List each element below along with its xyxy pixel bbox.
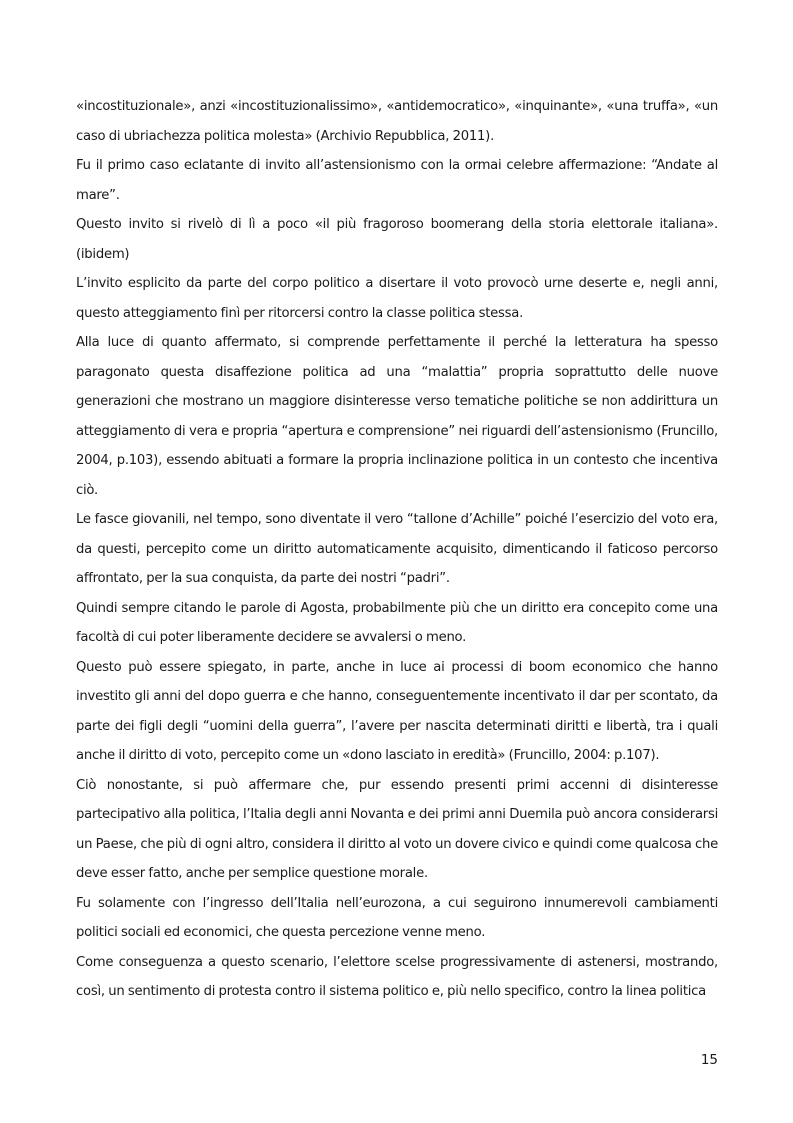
page-number: 15 — [700, 1052, 718, 1068]
paragraph-6: Le fasce giovanili, nel tempo, sono diventate il vero “tallone d’Achille” poiché l’esercizio del voto era, da questi, percepito come un diritto automaticamente acquisito, dimenticando il faticoso percorso affrontato, per la sua conquista, da parte dei nostri “padri”. — [76, 512, 718, 586]
paragraph-4: L’invito esplicito da parte del corpo politico a disertare il voto provocò urne deserte e, negli anni, questo atteggiamento finì per ritorcersi contro la classe politica stessa. — [76, 276, 718, 321]
paragraph-10: Fu solamente con l’ingresso dell’Italia nell’eurozona, a cui seguirono innumerevoli cambiamenti politici sociali ed economici, che questa percezione venne meno. — [76, 895, 718, 940]
body-text — [76, 92, 718, 1007]
paragraph-9: Ciò nonostante, si può affermare che, pur essendo presenti primi accenni di disinteresse partecipativo alla politica, l’Italia degli anni Novanta e dei primi anni Duemila può ancora considerarsi un Paese, che più di ogni altro, considera il diritto al voto un dovere civico e quindi come qualcosa che deve esser fatto, anche per semplice questione morale. — [76, 777, 718, 881]
paragraph-11: Come conseguenza a questo scenario, l’elettore scelse progressivamente di astenersi, mostrando, così, un sentimento di protesta contro il sistema politico e, più nello specifico, contro la linea politica — [76, 954, 718, 999]
paragraph-7: Quindi sempre citando le parole di Agosta, probabilmente più che un diritto era concepito come una facoltà di cui poter liberamente decidere se avvalersi o meno. — [76, 600, 718, 645]
paragraph-3: Questo invito si rivelò di lì a poco «il più fragoroso boomerang della storia elettorale italiana». (ibidem) — [76, 217, 718, 262]
paragraph-2: Fu il primo caso eclatante di invito all’astensionismo con la ormai celebre affermazione: “Andate al mare”. — [76, 158, 718, 203]
paragraph-1: «incostituzionale», anzi «incostituzionalissimo», «antidemocratico», «inquinante», «una truffa», «un caso di ubriachezza politica molesta» (Archivio Repubblica, 2011). — [76, 99, 718, 144]
paragraph-8: Questo può essere spiegato, in parte, anche in luce ai processi di boom economico che hanno investito gli anni del dopo guerra e che hanno, conseguentemente incentivato il dar per scontato, da parte dei figli degli “uomini della guerra”, l’avere per nascita determinati diritti e libertà, tra i quali anche il diritto di voto, percepito come un «dono lasciato in eredità» (Fruncillo, 2004: p.107). — [76, 659, 718, 763]
paragraph-5: Alla luce di quanto affermato, si comprende perfettamente il perché la letteratura ha spesso paragonato questa disaffezione politica ad una “malattia” propria soprattutto delle nuove generazioni che mostrano un maggiore disinteresse verso tematiche politiche se non addirittura un atteggiamento di vera e propria “apertura e comprensione” nei riguardi dell’astensionismo (Fruncillo, 2004, p.103), essendo abituati a formare la propria inclinazione politica in un contesto che incentiva ciò. — [76, 335, 718, 498]
